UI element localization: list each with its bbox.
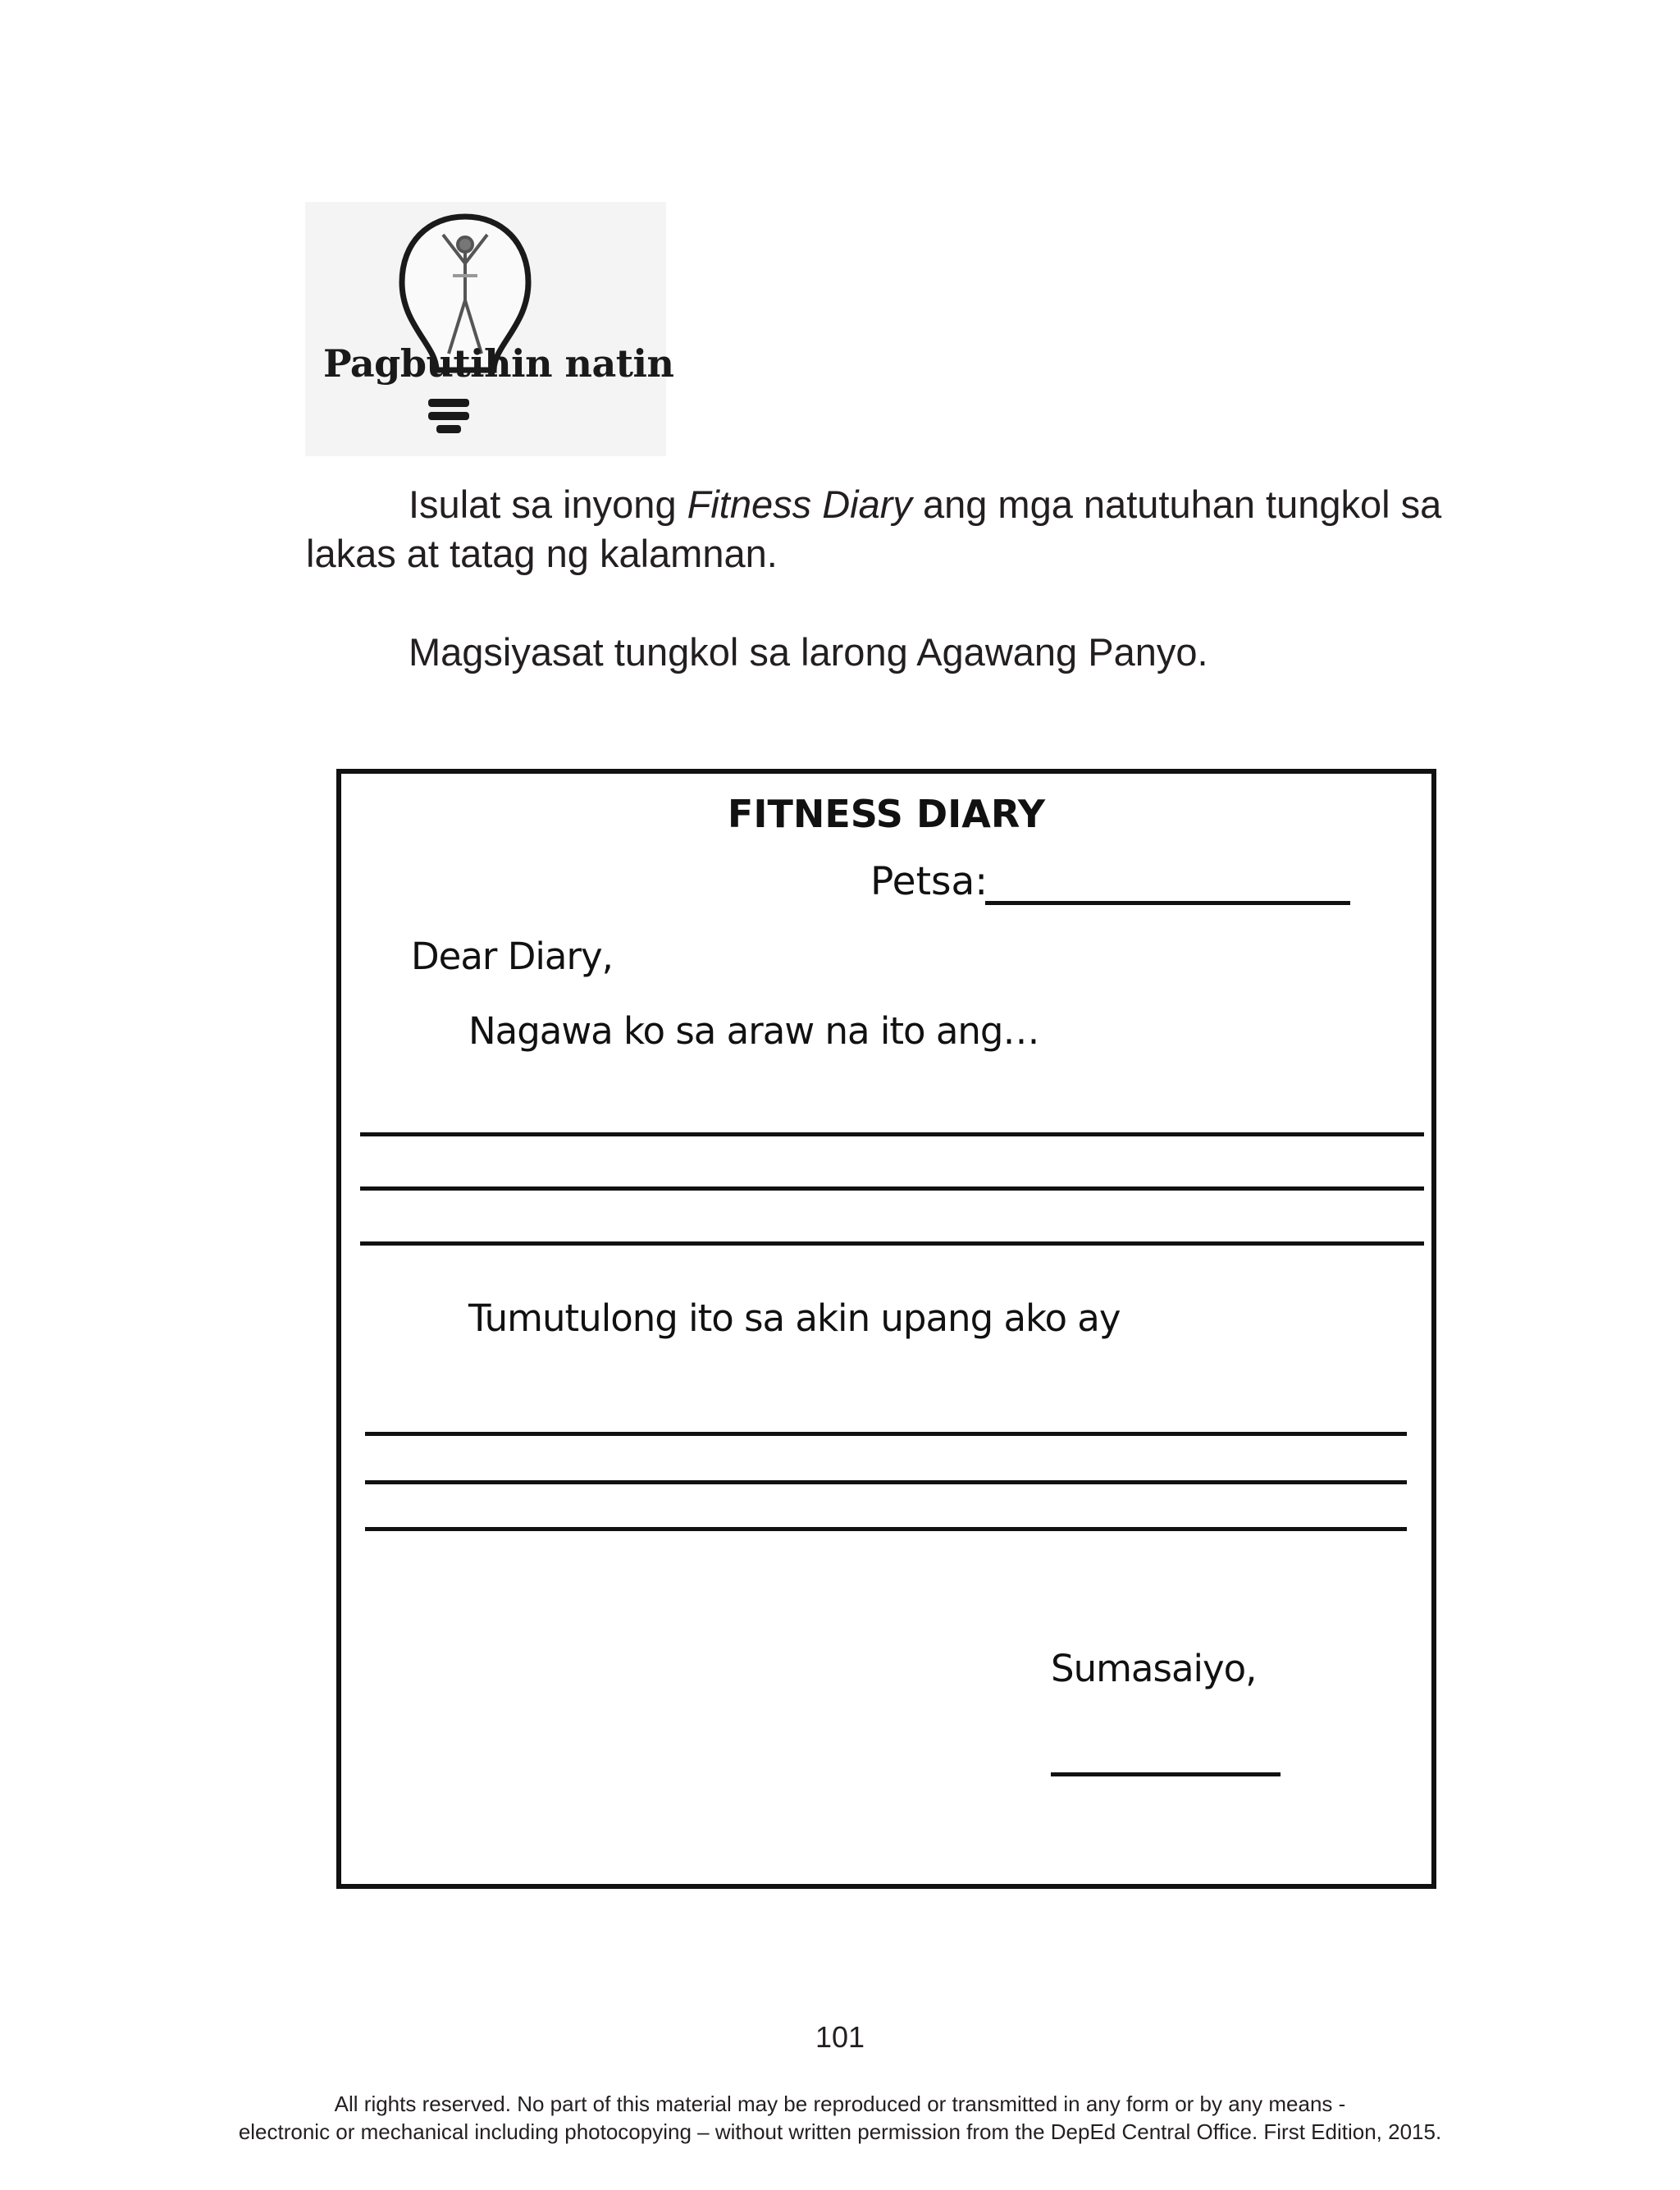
instruction-agawang-panyo [306,628,1495,677]
prompt-tumutulong: Tumutulong ito sa akin upang ako ay [468,1296,1121,1340]
instruction-emphasis: Fitness Diary [687,482,912,526]
logo-title: Pagbutihin natin [323,341,674,386]
diary-greeting: Dear Diary, [411,935,613,978]
answer-line[interactable] [365,1480,1407,1484]
instruction-text: Magsiyasat tungkol sa larong Agawang Panyo. [409,630,1208,674]
instruction-fitness-diary [306,480,1495,578]
instruction-text-end: ang mga natutuhan tungkol sa lakas at tatag ng kalamnan. [306,482,1442,575]
page-number: 101 [815,2020,865,2054]
answer-line[interactable] [360,1186,1424,1191]
copyright-line: All rights reserved. No part of this material may be reproduced or transmitted in any form or by any means - [334,2092,1346,2116]
instruction-text-start: Isulat sa inyong [409,482,687,526]
signature-blank[interactable] [1051,1772,1281,1776]
date-label: Petsa: [870,859,988,904]
copyright-notice [0,2090,1680,2146]
lightbulb-with-figure-icon [305,202,666,456]
answer-line[interactable] [360,1241,1424,1246]
fitness-diary-form [336,769,1436,1889]
answer-line[interactable] [365,1527,1407,1531]
copyright-line: electronic or mechanical including photocopying – without written permission from the DepEd Central Office. First Edition, 2015. [238,2119,1442,2144]
date-blank[interactable] [985,901,1350,905]
prompt-nagawa: Nagawa ko sa araw na ito ang… [468,1009,1039,1053]
diary-closing: Sumasaiyo, [1051,1647,1257,1690]
section-logo [305,202,674,456]
answer-line[interactable] [360,1132,1424,1136]
answer-line[interactable] [365,1432,1407,1436]
diary-title: FITNESS DIARY [727,792,1046,836]
